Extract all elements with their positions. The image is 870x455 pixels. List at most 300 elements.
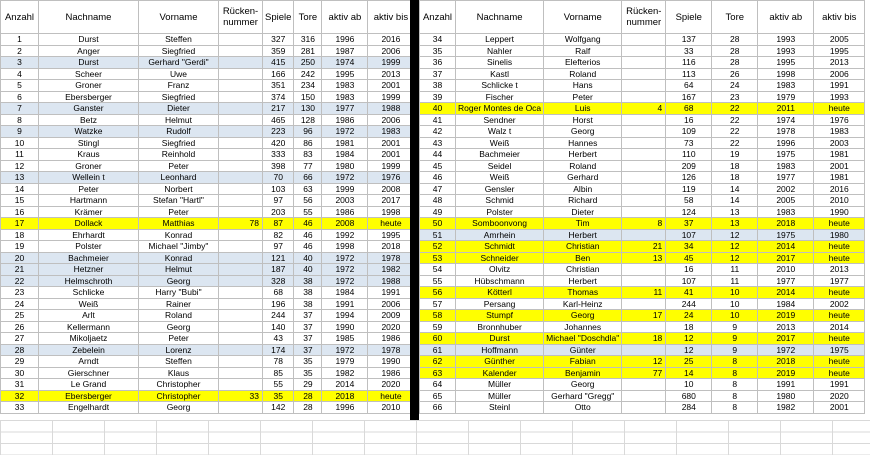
cell-rueckennummer[interactable] [219,172,263,184]
cell-nachname[interactable]: Ebersberger [39,91,139,103]
cell-aktiv-bis[interactable]: heute [368,390,414,402]
cell-vorname[interactable]: Horst [544,114,622,126]
cell-aktiv-bis[interactable]: 1999 [368,160,414,172]
cell-nachname[interactable]: Kellermann [39,321,139,333]
cell-anzahl[interactable]: 26 [1,321,39,333]
cell-aktiv-bis[interactable]: 2008 [368,183,414,195]
cell-aktiv-ab[interactable]: 1993 [758,45,814,57]
cell-aktiv-bis[interactable]: 1981 [814,172,865,184]
cell-tore[interactable]: 14 [712,183,758,195]
cell-aktiv-ab[interactable]: 1980 [758,390,814,402]
cell-rueckennummer[interactable] [219,149,263,161]
cell-spiele[interactable]: 24 [666,310,712,322]
header-anzahl[interactable]: Anzahl [420,1,456,34]
cell-anzahl[interactable]: 62 [420,356,456,368]
cell-aktiv-bis[interactable]: 2001 [368,80,414,92]
cell-aktiv-bis[interactable]: heute [814,252,865,264]
cell-spiele[interactable]: 97 [263,241,294,253]
cell-aktiv-bis[interactable]: heute [814,103,865,115]
cell-aktiv-bis[interactable]: 2016 [368,34,414,46]
cell-anzahl[interactable]: 34 [420,34,456,46]
cell-aktiv-ab[interactable]: 1986 [322,206,368,218]
cell-aktiv-bis[interactable]: heute [814,356,865,368]
cell-tore[interactable]: 46 [294,241,322,253]
cell-aktiv-ab[interactable]: 1974 [322,57,368,69]
cell-tore[interactable]: 28 [712,45,758,57]
cell-spiele[interactable]: 109 [666,126,712,138]
cell-aktiv-ab[interactable]: 2010 [758,264,814,276]
cell-vorname[interactable]: Luis [544,103,622,115]
cell-anzahl[interactable]: 38 [420,80,456,92]
cell-tore[interactable]: 8 [712,367,758,379]
cell-vorname[interactable]: Stefan "Hartl" [139,195,219,207]
cell-aktiv-bis[interactable]: 2005 [814,34,865,46]
cell-rueckennummer[interactable]: 8 [622,218,666,230]
cell-aktiv-ab[interactable]: 1995 [322,68,368,80]
cell-spiele[interactable]: 110 [666,149,712,161]
cell-spiele[interactable]: 680 [666,390,712,402]
cell-spiele[interactable]: 10 [666,379,712,391]
cell-vorname[interactable]: Ralf [544,45,622,57]
cell-aktiv-ab[interactable]: 1998 [758,68,814,80]
cell-aktiv-bis[interactable]: 1999 [368,91,414,103]
cell-spiele[interactable]: 223 [263,126,294,138]
cell-rueckennummer[interactable] [219,275,263,287]
cell-tore[interactable]: 38 [294,287,322,299]
cell-rueckennummer[interactable] [622,344,666,356]
cell-anzahl[interactable]: 48 [420,195,456,207]
cell-rueckennummer[interactable] [622,275,666,287]
cell-aktiv-ab[interactable]: 1983 [322,91,368,103]
cell-spiele[interactable]: 119 [666,183,712,195]
cell-tore[interactable]: 29 [294,379,322,391]
cell-spiele[interactable]: 107 [666,275,712,287]
cell-aktiv-ab[interactable]: 1983 [322,80,368,92]
cell-spiele[interactable]: 166 [263,68,294,80]
cell-anzahl[interactable]: 66 [420,402,456,414]
cell-vorname[interactable]: Helmut [139,264,219,276]
cell-vorname[interactable]: Gerhard [544,172,622,184]
cell-rueckennummer[interactable] [219,103,263,115]
cell-aktiv-bis[interactable]: 1978 [368,252,414,264]
cell-vorname[interactable]: Georg [544,379,622,391]
cell-vorname[interactable]: Konrad [139,252,219,264]
cell-spiele[interactable]: 16 [666,264,712,276]
cell-aktiv-bis[interactable]: heute [814,218,865,230]
cell-spiele[interactable]: 121 [263,252,294,264]
cell-aktiv-bis[interactable]: 2001 [814,160,865,172]
cell-anzahl[interactable]: 37 [420,68,456,80]
cell-aktiv-ab[interactable]: 1982 [322,367,368,379]
cell-aktiv-ab[interactable]: 1981 [322,137,368,149]
cell-tore[interactable]: 28 [712,34,758,46]
cell-spiele[interactable]: 55 [263,379,294,391]
cell-anzahl[interactable]: 23 [1,287,39,299]
cell-aktiv-bis[interactable]: 2003 [814,137,865,149]
cell-tore[interactable]: 22 [712,137,758,149]
cell-rueckennummer[interactable] [622,390,666,402]
cell-anzahl[interactable]: 43 [420,137,456,149]
cell-tore[interactable]: 316 [294,34,322,46]
cell-aktiv-bis[interactable]: 2006 [368,114,414,126]
cell-spiele[interactable]: 244 [666,298,712,310]
cell-rueckennummer[interactable] [622,379,666,391]
cell-anzahl[interactable]: 15 [1,195,39,207]
cell-nachname[interactable]: Durst [39,34,139,46]
cell-nachname[interactable]: Schmid [456,195,544,207]
cell-nachname[interactable]: Müller [456,390,544,402]
cell-anzahl[interactable]: 33 [1,402,39,414]
cell-spiele[interactable]: 167 [666,91,712,103]
cell-tore[interactable]: 8 [712,390,758,402]
cell-rueckennummer[interactable] [622,229,666,241]
cell-anzahl[interactable]: 54 [420,264,456,276]
cell-anzahl[interactable]: 14 [1,183,39,195]
cell-aktiv-ab[interactable]: 2008 [322,218,368,230]
cell-rueckennummer[interactable] [622,68,666,80]
cell-spiele[interactable]: 465 [263,114,294,126]
cell-spiele[interactable]: 374 [263,91,294,103]
cell-spiele[interactable]: 124 [666,206,712,218]
cell-spiele[interactable]: 70 [263,172,294,184]
cell-tore[interactable]: 130 [294,103,322,115]
cell-tore[interactable]: 96 [294,126,322,138]
cell-nachname[interactable]: Günther [456,356,544,368]
cell-anzahl[interactable]: 5 [1,80,39,92]
cell-anzahl[interactable]: 47 [420,183,456,195]
cell-nachname[interactable]: Schlicke t [456,80,544,92]
cell-rueckennummer[interactable] [219,241,263,253]
cell-vorname[interactable]: Siegfried [139,91,219,103]
cell-spiele[interactable]: 107 [666,229,712,241]
cell-vorname[interactable]: Konrad [139,229,219,241]
cell-tore[interactable]: 77 [294,160,322,172]
cell-aktiv-ab[interactable]: 2014 [758,241,814,253]
cell-spiele[interactable]: 34 [666,241,712,253]
cell-anzahl[interactable]: 53 [420,252,456,264]
cell-aktiv-ab[interactable]: 1996 [322,402,368,414]
cell-vorname[interactable]: Herbert [544,275,622,287]
cell-nachname[interactable]: Ebersberger [39,390,139,402]
cell-rueckennummer[interactable]: 12 [622,356,666,368]
cell-spiele[interactable]: 12 [666,333,712,345]
cell-anzahl[interactable]: 61 [420,344,456,356]
cell-aktiv-ab[interactable]: 1990 [322,321,368,333]
cell-nachname[interactable]: Schneider [456,252,544,264]
cell-nachname[interactable]: Polster [39,241,139,253]
cell-spiele[interactable]: 415 [263,57,294,69]
cell-nachname[interactable]: Durst [39,57,139,69]
cell-aktiv-bis[interactable]: 2020 [814,390,865,402]
cell-vorname[interactable]: Fabian [544,356,622,368]
cell-nachname[interactable]: Peter [39,183,139,195]
cell-vorname[interactable]: Benjamin [544,367,622,379]
cell-aktiv-ab[interactable]: 2019 [758,310,814,322]
cell-spiele[interactable]: 327 [263,34,294,46]
cell-aktiv-ab[interactable]: 2011 [758,103,814,115]
cell-nachname[interactable]: Betz [39,114,139,126]
cell-nachname[interactable]: Sinelis [456,57,544,69]
cell-rueckennummer[interactable] [622,195,666,207]
cell-anzahl[interactable]: 30 [1,367,39,379]
cell-aktiv-bis[interactable]: 1981 [814,149,865,161]
cell-aktiv-ab[interactable]: 1987 [322,45,368,57]
cell-aktiv-ab[interactable]: 1991 [322,298,368,310]
cell-spiele[interactable]: 25 [666,356,712,368]
cell-nachname[interactable]: Seidel [456,160,544,172]
header-spiele[interactable]: Spiele [263,1,294,34]
cell-nachname[interactable]: Weiß [39,298,139,310]
cell-rueckennummer[interactable] [622,45,666,57]
cell-vorname[interactable]: Roland [544,160,622,172]
cell-rueckennummer[interactable] [622,264,666,276]
cell-aktiv-ab[interactable]: 2018 [758,218,814,230]
cell-spiele[interactable]: 333 [263,149,294,161]
cell-anzahl[interactable]: 8 [1,114,39,126]
cell-vorname[interactable]: Reinhold [139,149,219,161]
cell-aktiv-ab[interactable]: 1972 [322,344,368,356]
cell-nachname[interactable]: Ganster [39,103,139,115]
header-vorname[interactable]: Vorname [544,1,622,34]
cell-aktiv-bis[interactable]: heute [814,287,865,299]
cell-rueckennummer[interactable] [219,344,263,356]
cell-nachname[interactable]: Roger Montes de Oca [456,103,544,115]
cell-rueckennummer[interactable] [622,183,666,195]
cell-aktiv-bis[interactable]: 1980 [814,229,865,241]
cell-tore[interactable]: 128 [294,114,322,126]
cell-aktiv-ab[interactable]: 1972 [322,252,368,264]
cell-spiele[interactable]: 420 [263,137,294,149]
cell-spiele[interactable]: 126 [666,172,712,184]
cell-aktiv-ab[interactable]: 2014 [758,287,814,299]
cell-tore[interactable]: 56 [294,195,322,207]
cell-nachname[interactable]: Mikoljaetz [39,333,139,345]
cell-aktiv-bis[interactable]: heute [814,241,865,253]
cell-rueckennummer[interactable] [622,137,666,149]
cell-anzahl[interactable]: 25 [1,310,39,322]
cell-nachname[interactable]: Dollack [39,218,139,230]
cell-nachname[interactable]: Fischer [456,91,544,103]
cell-aktiv-bis[interactable]: 2020 [368,379,414,391]
cell-nachname[interactable]: Wellein t [39,172,139,184]
cell-nachname[interactable]: Walz t [456,126,544,138]
cell-tore[interactable]: 12 [712,229,758,241]
cell-nachname[interactable]: Zebelein [39,344,139,356]
cell-nachname[interactable]: Hoffmann [456,344,544,356]
cell-spiele[interactable]: 37 [666,218,712,230]
cell-rueckennummer[interactable] [219,45,263,57]
cell-nachname[interactable]: Arlt [39,310,139,322]
cell-spiele[interactable]: 351 [263,80,294,92]
cell-anzahl[interactable]: 12 [1,160,39,172]
cell-nachname[interactable]: Anger [39,45,139,57]
cell-rueckennummer[interactable] [219,80,263,92]
cell-rueckennummer[interactable]: 33 [219,390,263,402]
cell-spiele[interactable]: 18 [666,321,712,333]
cell-rueckennummer[interactable] [622,80,666,92]
cell-tore[interactable]: 19 [712,149,758,161]
cell-spiele[interactable]: 45 [666,252,712,264]
cell-anzahl[interactable]: 63 [420,367,456,379]
cell-vorname[interactable]: Rudolf [139,126,219,138]
header-anzahl[interactable]: Anzahl [1,1,39,34]
cell-vorname[interactable]: Dieter [544,206,622,218]
cell-spiele[interactable]: 203 [263,206,294,218]
cell-aktiv-ab[interactable]: 1977 [758,275,814,287]
header-vorname[interactable]: Vorname [139,1,219,34]
cell-rueckennummer[interactable]: 78 [219,218,263,230]
cell-tore[interactable]: 63 [294,183,322,195]
cell-aktiv-ab[interactable]: 1983 [758,160,814,172]
cell-anzahl[interactable]: 40 [420,103,456,115]
cell-tore[interactable]: 55 [294,206,322,218]
cell-tore[interactable]: 13 [712,218,758,230]
cell-vorname[interactable]: Georg [544,126,622,138]
cell-spiele[interactable]: 196 [263,298,294,310]
cell-nachname[interactable]: Schmidt [456,241,544,253]
cell-aktiv-bis[interactable]: 1988 [368,275,414,287]
cell-tore[interactable]: 28 [294,402,322,414]
cell-tore[interactable]: 18 [712,160,758,172]
cell-tore[interactable]: 28 [294,390,322,402]
cell-aktiv-bis[interactable]: 2010 [368,402,414,414]
cell-aktiv-bis[interactable]: 1988 [368,103,414,115]
cell-anzahl[interactable]: 32 [1,390,39,402]
cell-tore[interactable]: 46 [294,229,322,241]
cell-aktiv-bis[interactable]: heute [368,218,414,230]
cell-anzahl[interactable]: 18 [1,229,39,241]
cell-aktiv-ab[interactable]: 1984 [322,149,368,161]
cell-aktiv-bis[interactable]: 2017 [368,195,414,207]
cell-nachname[interactable]: Gensler [456,183,544,195]
cell-nachname[interactable]: Kötterl [456,287,544,299]
cell-aktiv-ab[interactable]: 1975 [758,229,814,241]
cell-anzahl[interactable]: 21 [1,264,39,276]
cell-aktiv-ab[interactable]: 2002 [758,183,814,195]
cell-tore[interactable]: 8 [712,402,758,414]
cell-aktiv-bis[interactable]: 2010 [814,195,865,207]
cell-aktiv-bis[interactable]: 1976 [368,172,414,184]
cell-tore[interactable]: 28 [712,57,758,69]
cell-anzahl[interactable]: 4 [1,68,39,80]
cell-aktiv-bis[interactable]: 2018 [368,241,414,253]
cell-aktiv-bis[interactable]: 1990 [814,206,865,218]
cell-nachname[interactable]: Krämer [39,206,139,218]
cell-spiele[interactable]: 78 [263,356,294,368]
cell-spiele[interactable]: 68 [263,287,294,299]
cell-spiele[interactable]: 43 [263,333,294,345]
cell-aktiv-ab[interactable]: 1975 [758,149,814,161]
cell-vorname[interactable]: Georg [139,321,219,333]
cell-aktiv-ab[interactable]: 1996 [758,137,814,149]
cell-aktiv-bis[interactable]: 1991 [814,80,865,92]
cell-anzahl[interactable]: 11 [1,149,39,161]
cell-vorname[interactable]: Christopher [139,390,219,402]
cell-anzahl[interactable]: 7 [1,103,39,115]
cell-vorname[interactable]: Johannes [544,321,622,333]
cell-aktiv-bis[interactable]: 1995 [368,229,414,241]
cell-vorname[interactable]: Richard [544,195,622,207]
cell-aktiv-bis[interactable]: 1986 [368,367,414,379]
cell-nachname[interactable]: Engelhardt [39,402,139,414]
cell-aktiv-ab[interactable]: 2017 [758,252,814,264]
cell-aktiv-ab[interactable]: 1985 [322,333,368,345]
cell-nachname[interactable]: Groner [39,80,139,92]
cell-aktiv-ab[interactable]: 1982 [758,402,814,414]
cell-nachname[interactable]: Leppert [456,34,544,46]
cell-aktiv-ab[interactable]: 1986 [322,114,368,126]
cell-nachname[interactable]: Ehrhardt [39,229,139,241]
cell-tore[interactable]: 35 [294,356,322,368]
cell-aktiv-ab[interactable]: 1977 [758,172,814,184]
cell-aktiv-ab[interactable]: 1991 [758,379,814,391]
cell-tore[interactable]: 37 [294,344,322,356]
cell-nachname[interactable]: Schlicke [39,287,139,299]
cell-anzahl[interactable]: 50 [420,218,456,230]
cell-aktiv-bis[interactable]: 1991 [814,379,865,391]
cell-tore[interactable]: 37 [294,321,322,333]
cell-nachname[interactable]: Amrhein [456,229,544,241]
cell-rueckennummer[interactable] [219,183,263,195]
cell-vorname[interactable]: Helmut [139,114,219,126]
cell-nachname[interactable]: Bronnhuber [456,321,544,333]
cell-spiele[interactable]: 359 [263,45,294,57]
header-aktiv-bis[interactable]: aktiv bis [368,1,414,34]
cell-spiele[interactable]: 16 [666,114,712,126]
cell-vorname[interactable]: Georg [139,402,219,414]
cell-spiele[interactable]: 328 [263,275,294,287]
cell-spiele[interactable]: 41 [666,287,712,299]
cell-rueckennummer[interactable]: 11 [622,287,666,299]
cell-rueckennummer[interactable] [622,160,666,172]
cell-vorname[interactable]: Tim [544,218,622,230]
header-tore[interactable]: Tore [294,1,322,34]
cell-nachname[interactable]: Hübschmann [456,275,544,287]
cell-aktiv-bis[interactable]: 2001 [368,149,414,161]
header-spiele[interactable]: Spiele [666,1,712,34]
cell-vorname[interactable]: Albin [544,183,622,195]
cell-rueckennummer[interactable] [219,298,263,310]
cell-vorname[interactable]: Peter [139,160,219,172]
cell-anzahl[interactable]: 49 [420,206,456,218]
cell-anzahl[interactable]: 19 [1,241,39,253]
cell-anzahl[interactable]: 36 [420,57,456,69]
cell-anzahl[interactable]: 46 [420,172,456,184]
cell-anzahl[interactable]: 58 [420,310,456,322]
cell-rueckennummer[interactable] [622,91,666,103]
cell-rueckennummer[interactable] [219,126,263,138]
cell-aktiv-ab[interactable]: 1992 [322,229,368,241]
cell-spiele[interactable]: 116 [666,57,712,69]
cell-rueckennummer[interactable] [219,333,263,345]
cell-anzahl[interactable]: 27 [1,333,39,345]
cell-anzahl[interactable]: 16 [1,206,39,218]
cell-anzahl[interactable]: 35 [420,45,456,57]
cell-aktiv-bis[interactable]: 1978 [368,344,414,356]
cell-tore[interactable]: 22 [712,103,758,115]
cell-tore[interactable]: 37 [294,310,322,322]
cell-rueckennummer[interactable] [622,57,666,69]
cell-vorname[interactable]: Siegfried [139,137,219,149]
cell-nachname[interactable]: Kastl [456,68,544,80]
cell-rueckennummer[interactable] [622,114,666,126]
cell-tore[interactable]: 37 [294,333,322,345]
cell-spiele[interactable]: 113 [666,68,712,80]
cell-rueckennummer[interactable] [219,252,263,264]
cell-spiele[interactable]: 73 [666,137,712,149]
cell-spiele[interactable]: 187 [263,264,294,276]
header-nachname[interactable]: Nachname [456,1,544,34]
